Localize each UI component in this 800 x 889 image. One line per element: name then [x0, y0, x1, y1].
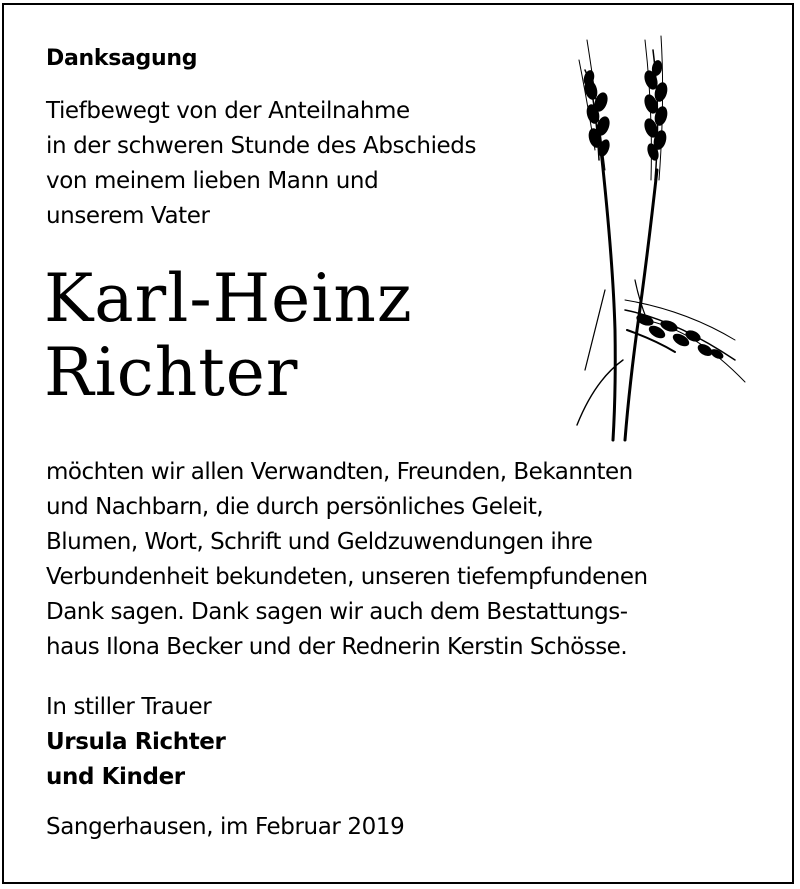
thanks-line: haus Ilona Becker und der Rednerin Kerstin Schösse.: [46, 634, 628, 660]
wheat-ears-icon: [565, 30, 755, 450]
last-name: Richter: [44, 334, 299, 411]
notice-heading: Danksagung: [46, 46, 198, 71]
intro-line: von meinem lieben Mann und: [46, 168, 379, 194]
mourning-block: [46, 690, 225, 795]
thanks-line: möchten wir allen Verwandten, Freunden, Bekannten: [46, 459, 633, 485]
intro-line: unserem Vater: [46, 203, 210, 229]
thanks-line: Verbundenheit bekundeten, unseren tiefempfundenen: [46, 564, 648, 590]
signatory-family: und Kinder: [46, 764, 185, 790]
deceased-name: [44, 262, 413, 410]
first-name: Karl-Heinz: [44, 260, 413, 337]
intro-line: Tiefbewegt von der Anteilnahme: [46, 98, 410, 124]
signatory-name: Ursula Richter: [46, 729, 226, 755]
thanks-text: [46, 455, 648, 665]
intro-line: in der schweren Stunde des Abschieds: [46, 133, 477, 159]
thanks-line: und Nachbarn, die durch persönliches Geleit,: [46, 494, 544, 520]
thanks-line: Dank sagen. Dank sagen wir auch dem Bestattungs-: [46, 599, 628, 625]
intro-text: [46, 94, 476, 234]
thanks-line: Blumen, Wort, Schrift und Geldzuwendungen ihre: [46, 529, 593, 555]
mourning-intro: In stiller Trauer: [46, 694, 212, 720]
place-date: Sangerhausen, im Februar 2019: [46, 814, 405, 840]
